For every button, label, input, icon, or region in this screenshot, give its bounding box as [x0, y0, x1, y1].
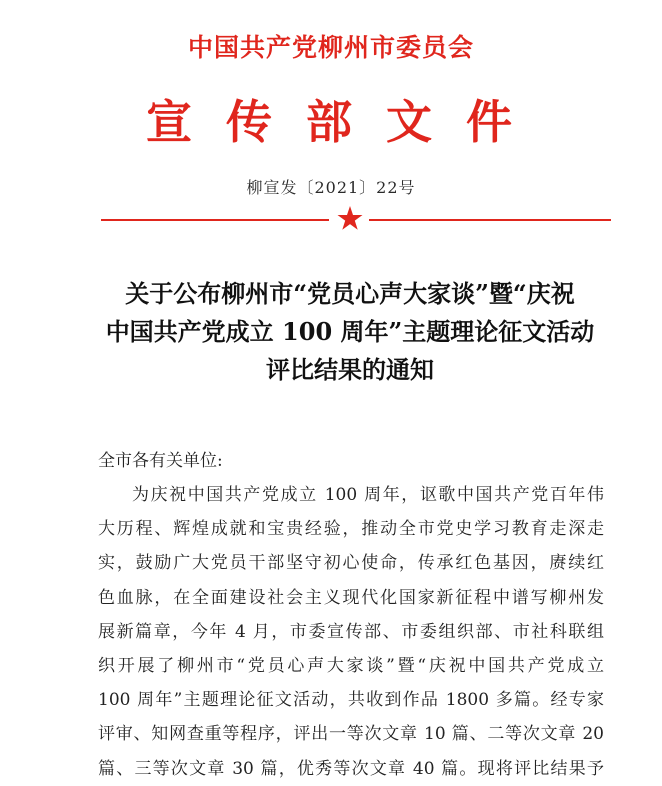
salutation: 全市各有关单位: [98, 451, 223, 471]
star-icon [337, 205, 363, 231]
divider-line-right [369, 219, 611, 221]
title-line: 关于公布柳州市“党员心声大家谈”暨“庆祝 [125, 279, 575, 308]
title-line: 中国共产党成立 100 周年”主题理论征文活动 [105, 317, 595, 346]
body-line: 大历程、辉煌成就和宝贵经验，推动全市党史学习教育走深走 [98, 519, 604, 540]
body-line: 色血脉，在全面建设社会主义现代化国家新征程中谱写柳州发 [98, 587, 604, 608]
body-line: 篇、三等次文章 30 篇，优秀等次文章 40 篇。现将评比结果予 [98, 758, 604, 779]
body-line: 为庆祝中国共产党成立 100 周年，讴歌中国共产党百年伟 [132, 485, 604, 505]
document-type-heading: 宣传部文件 [146, 95, 546, 149]
divider-line-left [101, 219, 329, 221]
body-line: 评审、知网查重等程序，评出一等次文章 10 篇、二等次文章 20 [98, 724, 604, 745]
body-line: 100 周年”主题理论征文活动，共收到作品 1800 多篇。经专家 [98, 690, 604, 711]
notice-title [80, 275, 620, 389]
body-line: 织开展了柳州市“党员心声大家谈”暨“庆祝中国共产党成立 [98, 656, 604, 677]
issuing-organization: 中国共产党柳州市委员会 [187, 33, 474, 62]
body-line: 实，鼓励广大党员干部坚守初心使命，传承红色基因，赓续红 [98, 553, 604, 574]
title-line: 评比结果的通知 [266, 355, 434, 384]
document-number: 柳宣发〔2021〕22号 [246, 178, 416, 197]
body-paragraph [98, 478, 604, 786]
body-line: 展新篇章，今年 4 月，市委宣传部、市委组织部、市社科联组 [98, 621, 604, 642]
red-divider [101, 213, 611, 227]
